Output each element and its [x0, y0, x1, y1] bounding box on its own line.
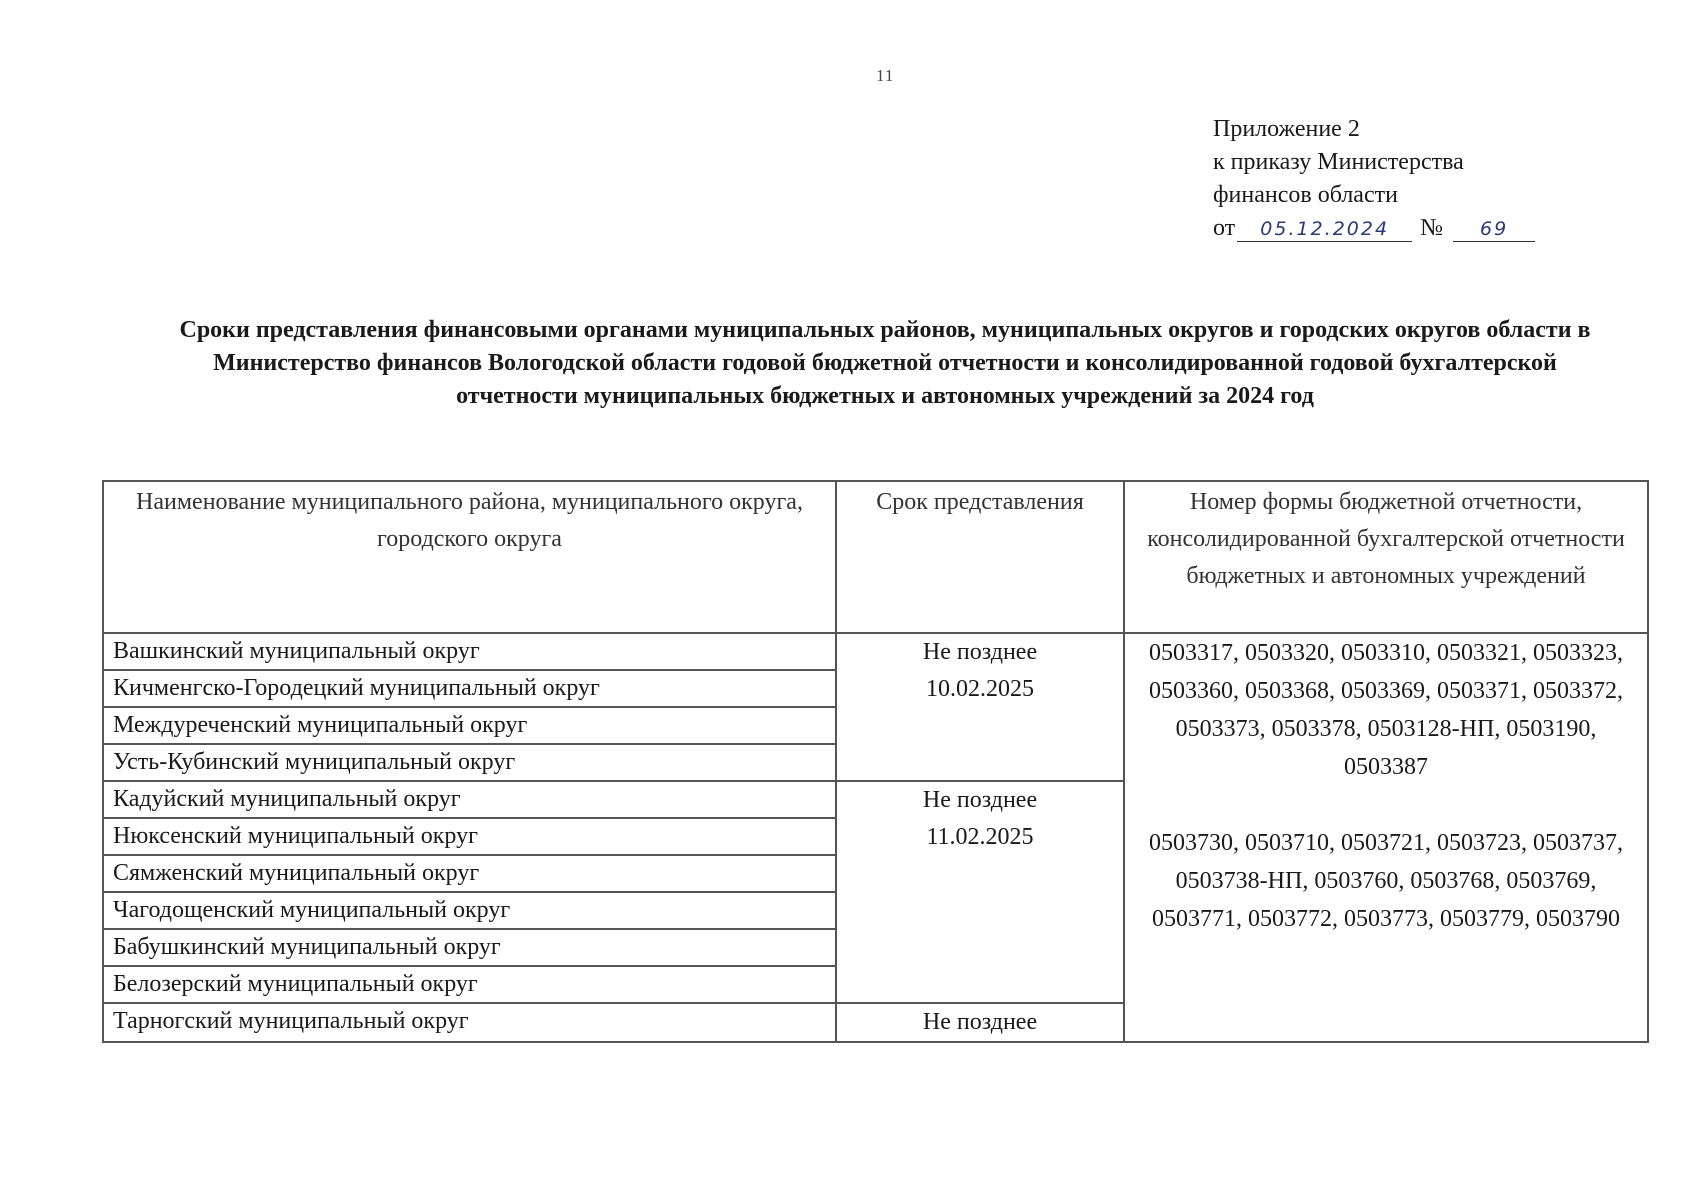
deadline-date: 10.02.2025 — [926, 676, 1034, 702]
page-number: 11 — [876, 66, 895, 85]
form-numbers-cell — [1124, 633, 1648, 1042]
institution-report-forms: 0503730, 0503710, 0503721, 0503723, 0503737, 0503738-НП, 0503760, 0503768, 0503769, 0503771, 0503772, 0503773, 0503779, 0503790 — [1149, 830, 1623, 932]
deadline-cell — [836, 1003, 1124, 1042]
appendix-line-3: финансов области — [1213, 182, 1398, 208]
order-number-handwritten: 69 — [1453, 217, 1535, 242]
header-form-numbers: Номер формы бюджетной отчетности, консолидированной бухгалтерской отчетности бюджетных и автономных учреждений — [1124, 481, 1648, 633]
deadline-cell — [836, 633, 1124, 781]
municipality-name: Вашкинский муниципальный округ — [103, 633, 836, 670]
appendix-line-2: к приказу Министерства — [1213, 149, 1464, 175]
header-deadline: Срок представления — [836, 481, 1124, 633]
deadline-label: Не позднее — [922, 639, 1038, 665]
table-row — [103, 633, 1648, 670]
header-municipality-name: Наименование муниципального района, муниципального округа, городского округа — [103, 481, 836, 633]
order-date-handwritten: 05.12.2024 — [1237, 217, 1412, 242]
appendix-header — [1213, 113, 1535, 245]
municipality-name: Кичменгско-Городецкий муниципальный округ — [103, 670, 836, 707]
municipality-name: Чагодощенский муниципальный округ — [103, 892, 836, 929]
deadline-label: Не позднее — [922, 787, 1038, 813]
table-header-row — [103, 481, 1648, 633]
deadline-cell — [836, 781, 1124, 1003]
municipality-name: Бабушкинский муниципальный округ — [103, 929, 836, 966]
deadlines-table — [102, 480, 1649, 1043]
deadline-date: 11.02.2025 — [926, 824, 1034, 850]
municipality-name: Кадуйский муниципальный округ — [103, 781, 836, 818]
date-prefix: от — [1213, 215, 1236, 241]
deadline-label: Не позднее — [922, 1009, 1038, 1035]
municipality-name: Белозерский муниципальный округ — [103, 966, 836, 1003]
budget-report-forms: 0503317, 0503320, 0503310, 0503321, 0503323, 0503360, 0503368, 0503369, 0503371, 0503372, 0503373, 0503378, 0503128-НП, 0503190, 0503387 — [1149, 640, 1623, 780]
municipality-name: Нюксенский муниципальный округ — [103, 818, 836, 855]
order-date-number-line — [1213, 212, 1535, 245]
municipality-name: Междуреченский муниципальный округ — [103, 707, 836, 744]
municipality-name: Тарногский муниципальный округ — [103, 1003, 836, 1042]
municipality-name: Сямженский муниципальный округ — [103, 855, 836, 892]
municipality-name: Усть-Кубинский муниципальный округ — [103, 744, 836, 781]
document-title: Сроки представления финансовыми органами муниципальных районов, муниципальных округов и городских округов области в Министерство финансов Вологодской области годовой бюджетной отчетности и консолидированной годовой бухгалтерской отчетности муниципальных бюджетных и автономных учреждений за 2024 год — [179, 317, 1591, 409]
appendix-line-1: Приложение 2 — [1213, 116, 1360, 142]
number-prefix: № — [1420, 215, 1444, 241]
